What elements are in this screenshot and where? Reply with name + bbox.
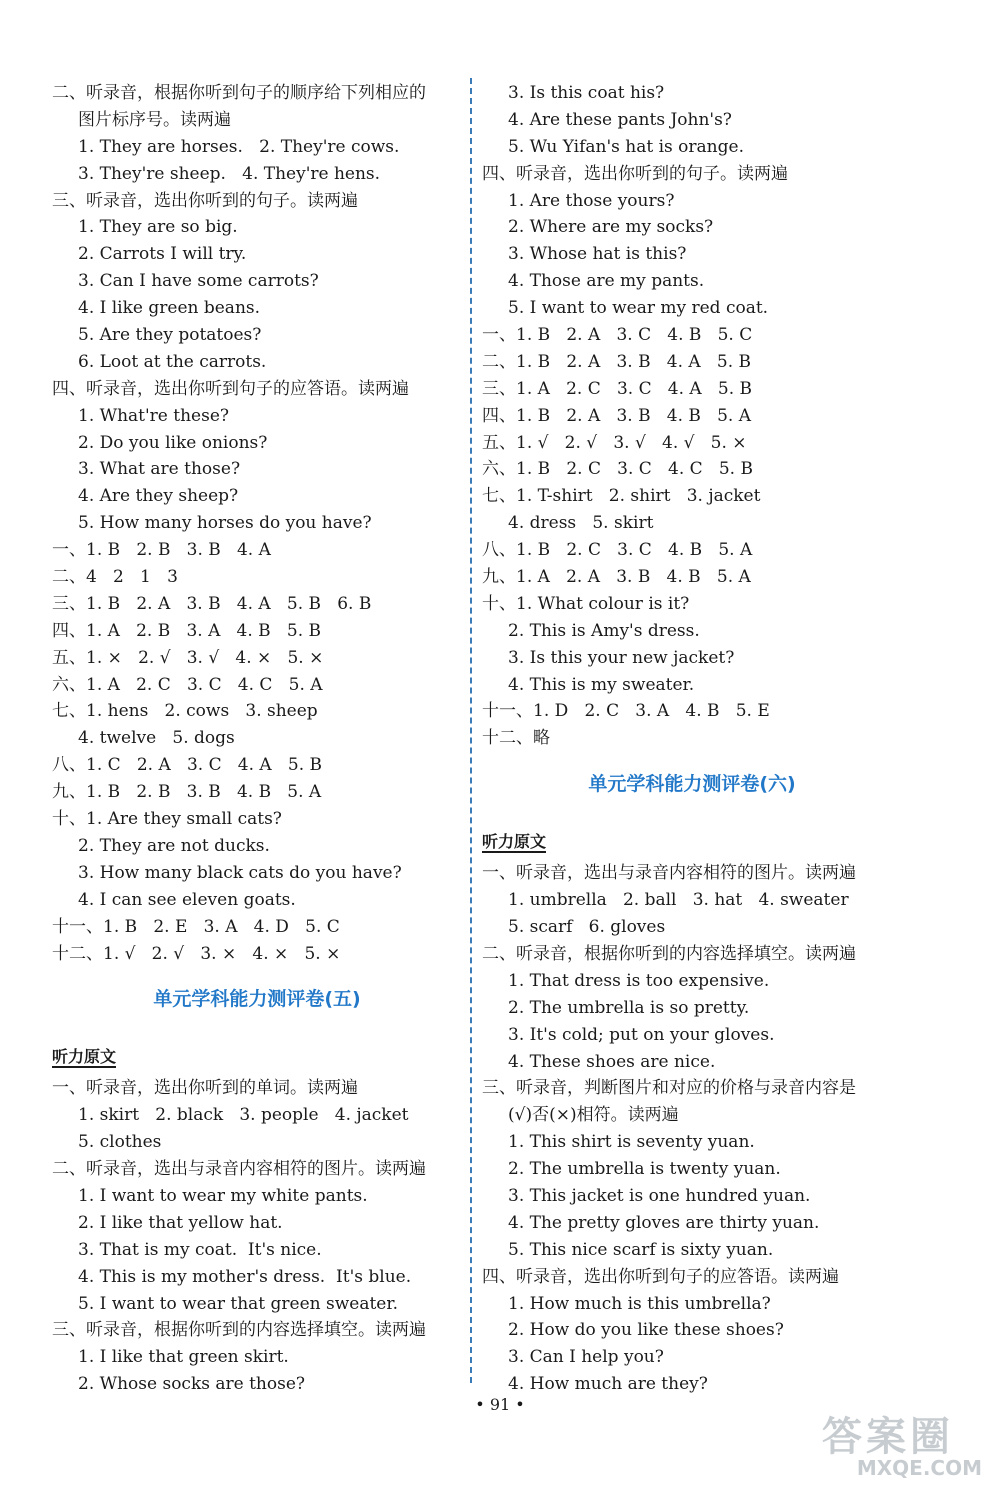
question-heading: 五、1. × 2. √ 3. √ 4. × 5. ×: [52, 647, 324, 668]
question-heading: 四、1. A 2. B 3. A 4. B 5. B: [52, 620, 321, 641]
text-line: 5. I want to wear that green sweater.: [78, 1293, 399, 1314]
question-heading: 四、听录音，选出你听到的句子。读两遍: [482, 163, 788, 184]
question-heading: 十、1. What colour is it?: [482, 593, 690, 614]
question-heading: 四、听录音，选出你听到句子的应答语。读两遍: [482, 1266, 839, 1287]
question-heading: 九、1. B 2. B 3. B 4. B 5. A: [52, 782, 322, 803]
text-line: 3. They're sheep. 4. They're hens.: [78, 163, 381, 184]
text-line: 5. scarf 6. gloves: [508, 917, 666, 938]
question-heading: 七、1. T-shirt 2. shirt 3. jacket: [482, 486, 761, 507]
text-line: 图片标序号。读两遍: [78, 109, 231, 130]
question-heading: 十二、1. √ 2. √ 3. × 4. × 5. ×: [52, 943, 341, 964]
section-title: 单元学科能力测评卷(六): [588, 773, 796, 796]
text-line: 3. Whose hat is this?: [508, 244, 687, 265]
text-line: 1. skirt 2. black 3. people 4. jacket: [78, 1105, 409, 1126]
text-line: 5. Wu Yifan's hat is orange.: [508, 136, 744, 157]
text-line: 2. I like that yellow hat.: [78, 1212, 283, 1233]
text-line: 1. They are so big.: [78, 217, 238, 238]
column-divider: [470, 78, 472, 1383]
left-column: [52, 80, 462, 1398]
text-line: 2. Whose socks are those?: [78, 1374, 306, 1395]
text-line: 1. They are horses. 2. They're cows.: [78, 136, 400, 157]
question-heading: 二、听录音，根据你听到的内容选择填空。读两遍: [482, 943, 856, 964]
text-line: 5. clothes: [78, 1132, 162, 1153]
text-line: 3. How many black cats do you have?: [78, 862, 402, 883]
text-line: 4. Are they sheep?: [78, 486, 239, 507]
text-line: (√)否(×)相符。读两遍: [508, 1105, 679, 1126]
text-line: 1. This shirt is seventy yuan.: [508, 1132, 755, 1153]
text-line: 4. Those are my pants.: [508, 271, 705, 292]
text-line: 3. Can I have some carrots?: [78, 271, 319, 292]
question-heading: 三、听录音，判断图片和对应的价格与录音内容是: [482, 1078, 856, 1099]
watermark-logo: [822, 1414, 982, 1480]
text-line: 3. What are those?: [78, 459, 241, 480]
text-line: 3. That is my coat. It's nice.: [78, 1239, 322, 1260]
text-line: 5. This nice scarf is sixty yuan.: [508, 1239, 774, 1260]
question-heading: 一、1. B 2. A 3. C 4. B 5. C: [482, 325, 753, 346]
text-line: 4. How much are they?: [508, 1374, 708, 1395]
subsection-heading-text: 听力原文: [52, 1047, 117, 1067]
text-line: 5. I want to wear my red coat.: [508, 298, 769, 319]
question-heading: 七、1. hens 2. cows 3. sheep: [52, 701, 318, 722]
question-heading: 八、1. C 2. A 3. C 4. A 5. B: [52, 755, 323, 776]
text-line: 3. Is this coat his?: [508, 83, 665, 103]
text-line: 2. Where are my socks?: [508, 217, 714, 238]
question-heading: 一、听录音，选出与录音内容相符的图片。读两遍: [482, 863, 856, 884]
question-heading: 二、1. B 2. A 3. B 4. A 5. B: [482, 351, 751, 372]
page-number: • 91 •: [475, 1395, 525, 1414]
question-heading: 六、1. B 2. C 3. C 4. C 5. B: [482, 459, 753, 480]
question-heading: 三、听录音，选出你听到的句子。读两遍: [52, 190, 358, 211]
text-line: 5. Are they potatoes?: [78, 325, 262, 346]
subsection-heading: [52, 1031, 462, 1075]
question-heading: 四、1. B 2. A 3. B 4. B 5. A: [482, 405, 751, 426]
text-line: 1. How much is this umbrella?: [508, 1293, 771, 1314]
text-line: 2. How do you like these shoes?: [508, 1320, 784, 1341]
watermark-logo-top: 答案圈: [822, 1414, 954, 1460]
text-line: 4. This is my mother's dress. It's blue.: [78, 1266, 412, 1287]
text-line: 2. Do you like onions?: [78, 432, 268, 453]
text-line: 3. This jacket is one hundred yuan.: [508, 1185, 811, 1206]
question-heading: 十、1. Are they small cats?: [52, 809, 282, 830]
section-title: 单元学科能力测评卷(五): [153, 988, 361, 1011]
question-heading: 二、听录音，选出与录音内容相符的图片。读两遍: [52, 1159, 426, 1180]
question-heading: 十一、1. B 2. E 3. A 4. D 5. C: [52, 916, 340, 937]
text-line: 3. Can I help you?: [508, 1347, 664, 1368]
text-line: 6. Loot at the carrots.: [78, 351, 267, 372]
question-heading: 三、1. A 2. C 3. C 4. A 5. B: [482, 378, 753, 399]
text-line: 4. Are these pants John's?: [508, 109, 732, 130]
text-line: 2. They are not ducks.: [78, 835, 270, 856]
text-line: 2. This is Amy's dress.: [508, 620, 700, 641]
text-line: 1. umbrella 2. ball 3. hat 4. sweater: [508, 890, 849, 911]
text-line: 2. Carrots I will try.: [78, 244, 247, 265]
question-heading: 五、1. √ 2. √ 3. √ 4. √ 5. ×: [482, 432, 747, 453]
question-heading: 三、听录音，根据你听到的内容选择填空。读两遍: [52, 1320, 426, 1341]
question-heading: 一、1. B 2. B 3. B 4. A: [52, 540, 271, 561]
text-line: 1. Are those yours?: [508, 190, 675, 211]
text-line: 4. I like green beans.: [78, 298, 261, 319]
text-line: 4. The pretty gloves are thirty yuan.: [508, 1212, 820, 1233]
text-line: 1. I like that green skirt.: [78, 1347, 289, 1368]
question-heading: 十二、略: [482, 728, 550, 749]
text-line: 4. I can see eleven goats.: [78, 889, 296, 910]
text-line: 4. These shoes are nice.: [508, 1051, 716, 1072]
text-line: 4. This is my sweater.: [508, 674, 695, 695]
question-heading: 三、1. B 2. A 3. B 4. A 5. B 6. B: [52, 593, 372, 614]
watermark-logo-bottom: MXQE.COM: [856, 1456, 982, 1480]
question-heading: 二、听录音，根据你听到句子的顺序给下列相应的: [52, 83, 426, 103]
text-line: 4. twelve 5. dogs: [78, 728, 235, 749]
subsection-heading: [482, 816, 902, 860]
text-line: 2. The umbrella is twenty yuan.: [508, 1159, 781, 1180]
text-line: 3. It's cold; put on your gloves.: [508, 1024, 775, 1045]
question-heading: 八、1. B 2. C 3. C 4. B 5. A: [482, 540, 753, 561]
question-heading: 十一、1. D 2. C 3. A 4. B 5. E: [482, 701, 770, 722]
text-line: 1. That dress is too expensive.: [508, 970, 770, 991]
subsection-heading-text: 听力原文: [482, 832, 547, 852]
right-column: [482, 80, 902, 1398]
text-line: 3. Is this your new jacket?: [508, 647, 735, 668]
question-heading: 九、1. A 2. A 3. B 4. B 5. A: [482, 567, 751, 588]
question-heading: 一、听录音，选出你听到的单词。读两遍: [52, 1078, 358, 1099]
text-line: 4. dress 5. skirt: [508, 513, 654, 534]
question-heading: 六、1. A 2. C 3. C 4. C 5. A: [52, 674, 323, 695]
question-heading: 二、4 2 1 3: [52, 567, 178, 588]
text-line: 1. I want to wear my white pants.: [78, 1185, 368, 1206]
question-heading: 四、听录音，选出你听到句子的应答语。读两遍: [52, 378, 409, 399]
text-line: 1. What're these?: [78, 405, 230, 426]
text-line: 2. The umbrella is so pretty.: [508, 997, 750, 1018]
text-line: 5. How many horses do you have?: [78, 513, 372, 534]
